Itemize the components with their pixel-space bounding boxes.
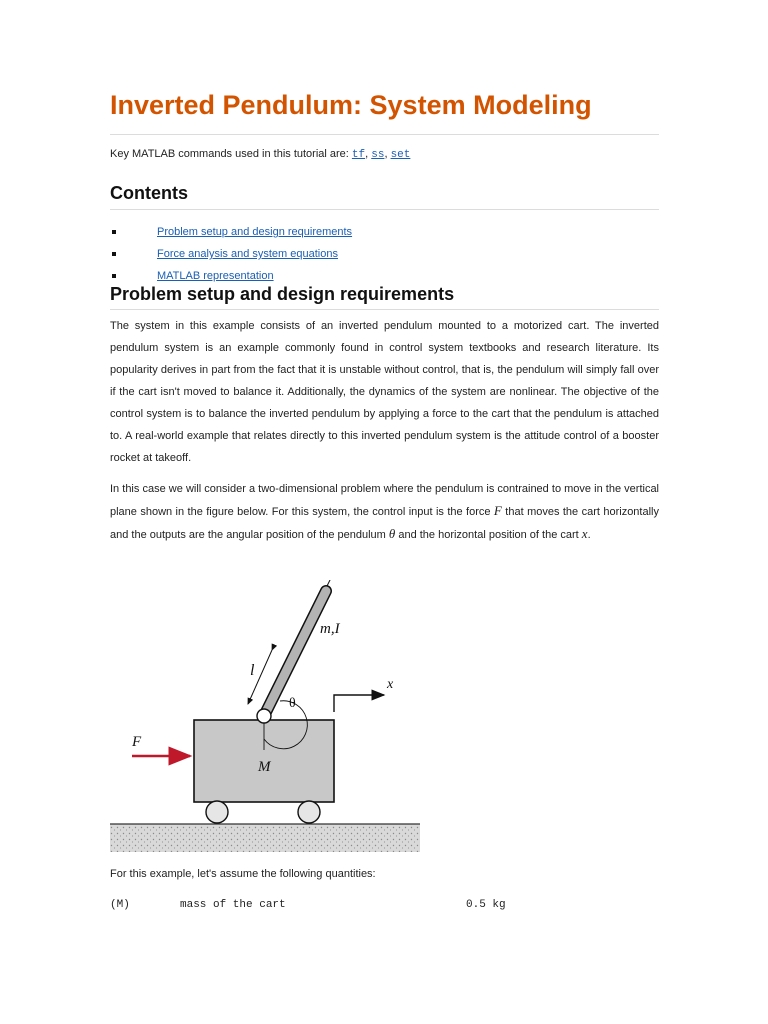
- section-heading-problem-setup: Problem setup and design requirements: [110, 284, 455, 304]
- label-cart-mass: M: [258, 759, 271, 775]
- x-position-arrow: [334, 695, 384, 712]
- section-divider: [110, 309, 659, 310]
- toc-link-force-analysis[interactable]: Force analysis and system equations: [157, 248, 338, 260]
- force-symbol: F: [493, 503, 502, 518]
- quantity-symbol: (M): [110, 899, 130, 911]
- label-theta: θ: [289, 696, 296, 711]
- separator: ,: [365, 148, 369, 160]
- para2-text-2: that moves the cart horizontally and the outputs are the angular position of the pendulum: [110, 506, 659, 541]
- toc-link-problem-setup[interactable]: Problem setup and design requirements: [157, 226, 353, 238]
- ground: [110, 824, 420, 852]
- bullet-icon: [112, 230, 116, 234]
- key-commands-prefix: Key MATLAB commands used in this tutorial are:: [110, 148, 349, 160]
- bullet-icon: [112, 252, 116, 256]
- x-symbol: x: [581, 526, 588, 541]
- quantity-value: 0.5 kg: [466, 899, 506, 911]
- label-length: l: [250, 662, 255, 679]
- label-force: F: [132, 734, 142, 750]
- ss-command-link[interactable]: ss: [371, 149, 385, 161]
- quantity-description: mass of the cart: [180, 899, 286, 911]
- pendulum-diagram: [110, 580, 422, 855]
- contents-heading: Contents: [110, 183, 188, 203]
- paragraph-system-description: The system in this example consists of an inverted pendulum mounted to a motorized cart. The inverted pendulum system is an example commonly found in control system textbooks and research literature. Its popularity derives in part from the fact that it is unstable without control, that is, the pendulum will simply fall over if the cart isn't moved to balance it. Additionally, the dynamics of the system are nonlinear. The objective of the control system is to balance the inverted pendulum by applying a force to the cart that the pendulum is attached to. A real-world example that relates directly to this inverted pendulum system is the attitude control of a booster rocket at takeoff.: [110, 320, 659, 464]
- pivot-joint: [257, 709, 271, 723]
- cart-wheel-left: [206, 801, 228, 823]
- toc-link-matlab-representation[interactable]: MATLAB representation: [157, 270, 274, 282]
- label-mass-inertia: m,I: [320, 621, 340, 637]
- contents-divider: [110, 209, 659, 210]
- label-x: x: [387, 677, 394, 692]
- key-commands-line: [110, 148, 410, 161]
- cart-wheel-right: [298, 801, 320, 823]
- quantities-intro: For this example, let's assume the following quantities:: [110, 868, 376, 880]
- set-command-link[interactable]: set: [390, 149, 411, 161]
- tf-command-link[interactable]: tf: [351, 149, 366, 161]
- paragraph-problem-scope: [110, 478, 659, 546]
- para2-text-4: .: [587, 529, 591, 541]
- bullet-icon: [112, 274, 116, 278]
- pendulum-rod: [264, 580, 333, 716]
- title-divider: [110, 134, 659, 135]
- para2-text-3: and the horizontal position of the cart: [398, 529, 579, 541]
- theta-symbol: θ: [388, 526, 396, 541]
- page-title: Inverted Pendulum: System Modeling: [110, 90, 592, 120]
- para2-text-1: In this case we will consider a two-dimensional problem where the pendulum is contrained to move in the vertical plane shown in the figure below. For this system, the control input is the force: [110, 483, 659, 518]
- separator: ,: [384, 148, 388, 160]
- inverted-pendulum-figure: [110, 580, 422, 860]
